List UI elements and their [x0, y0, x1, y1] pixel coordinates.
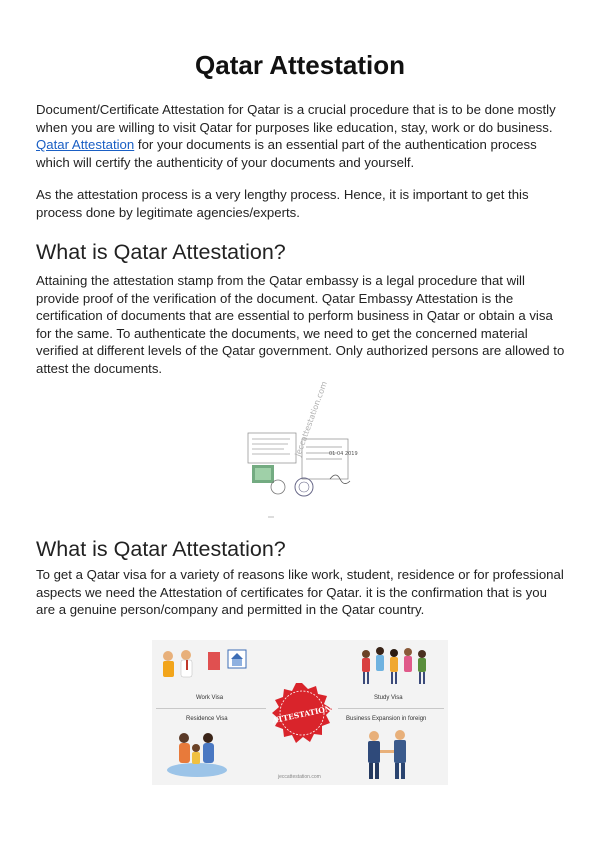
section-heading-2: What is Qatar Attestation? — [36, 537, 286, 561]
stamp-date: 01 04 2019 — [329, 451, 358, 457]
infographic-watermark: jeccattestation.com — [278, 774, 321, 780]
intro-text-after-link: for your documents is an essential part of the authentication process which will certify the authenticity of your documents and yourself. — [36, 137, 537, 170]
intro-text-before-link: Document/Certificate Attestation for Qatar is a crucial procedure that is to be done mostly when you are willing to visit Qatar for purposes like education, stay, work or do business. — [36, 102, 556, 135]
divider — [338, 708, 444, 709]
intro-paragraph-2: As the attestation process is a very lengthy process. Hence, it is important to get this process done by legitimate agencies/experts. — [36, 187, 529, 220]
study-visa-label: Study Visa — [374, 695, 403, 701]
intro-paragraph — [36, 101, 566, 171]
divider — [156, 708, 266, 709]
attested-document-image — [238, 369, 363, 527]
residence-visa-label: Residence Visa — [186, 716, 228, 722]
seal-label-layer — [152, 640, 448, 785]
attested-document-illustration — [238, 369, 363, 527]
section-1-body: Attaining the attestation stamp from the Qatar embassy is a legal procedure that will provide proof of the verification of the document. Qatar Embassy Attestation is the certification of documents that are essential to perform business in Qatar or obtain a visa for the same. To authenticate the documents, we need to get the concerned material verified at different levels of the Qatar government. Only authorized persons are allowed to attest the documents. — [36, 273, 565, 376]
qatar-attestation-link[interactable]: Qatar Attestation — [36, 137, 135, 152]
watermark-text: jeccattestation.com — [293, 380, 329, 458]
visa-types-infographic — [152, 640, 448, 785]
business-expansion-label: Business Expansion in foreign — [346, 716, 427, 722]
seal-text: ATTESTATION — [271, 703, 333, 726]
page-title: Qatar Attestation — [195, 50, 405, 80]
work-visa-label: Work Visa — [196, 695, 224, 701]
section-heading-1: What is Qatar Attestation? — [36, 240, 286, 264]
section-2-body: To get a Qatar visa for a variety of reasons like work, student, residence or for professional aspects we need the Attestation of certificates for Qatar. it is the confirmation that is you are a genuine person/company and permitted in the Qatar country. — [36, 567, 564, 617]
